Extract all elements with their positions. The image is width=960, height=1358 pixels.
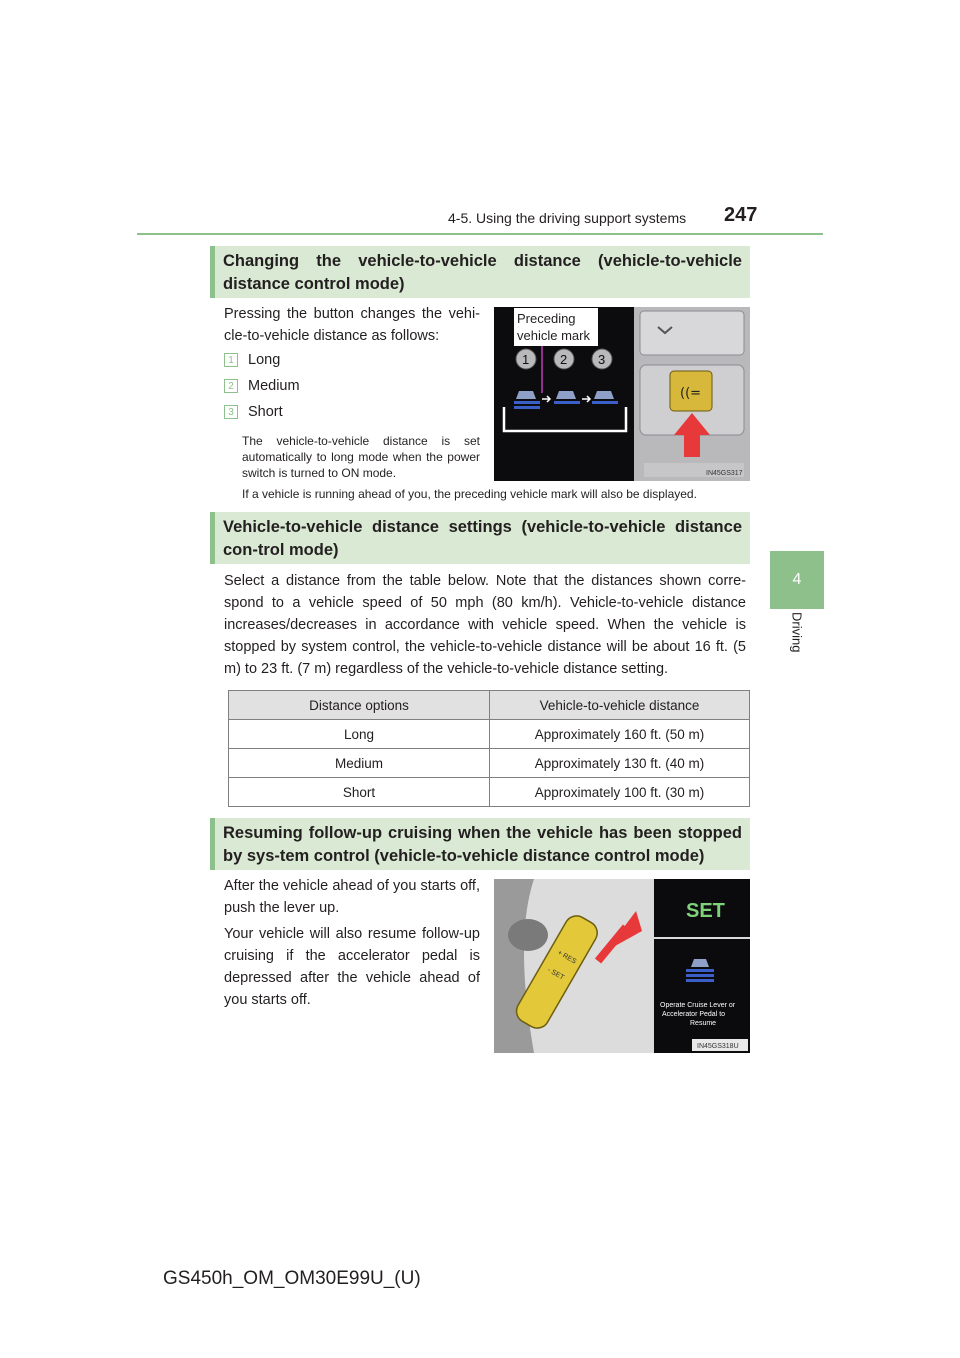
number-marker-1: 1 — [224, 353, 238, 367]
chapter-number: 4 — [792, 571, 802, 588]
numbered-markers — [516, 349, 612, 369]
svg-text:Operate Cruise Lever or: Operate Cruise Lever or — [660, 1002, 736, 1009]
svg-text:IN45GS317: IN45GS317 — [706, 470, 743, 477]
svg-text:+ RES: + RES — [556, 949, 578, 966]
section-heading-distance-change: Changing the vehicle-to-vehicle distance (vehicle-to-vehicle distance control mode) — [210, 246, 750, 298]
document-footer: GS450h_OM_OM30E99U_(U) — [163, 1268, 421, 1289]
table-row: Medium Approximately 130 ft. (40 m) — [229, 749, 750, 778]
number-marker-3: 3 — [224, 405, 238, 419]
svg-text:((=: ((= — [680, 386, 702, 401]
column-header-distance: Vehicle-to-vehicle distance — [490, 691, 750, 720]
section-heading-distance-settings: Vehicle-to-vehicle distance settings (vehicle-to-vehicle distance con-trol mode) — [210, 512, 750, 564]
note-preceding-vehicle: If a vehicle is running ahead of you, the preceding vehicle mark will also be displayed. — [242, 487, 697, 501]
svg-text:Preceding: Preceding — [517, 311, 576, 326]
section2-body: Select a distance from the table below. Note that the distances shown corre-spond to a vehicle speed of 50 mph (80 km/h). Vehicle-to-vehicle distance increases/decreases in accordance with vehicle speed. When the vehicle is stopped by system control, the vehicle-to-vehicle distance will be about 16 ft. (5 m) to 23 ft. (7 m) regardless of the vehicle-to-vehicle distance setting. — [224, 573, 746, 677]
running-header: 4-5. Using the driving support systems — [448, 210, 687, 226]
set-indicator: SET — [686, 900, 725, 922]
note-default-mode: The vehicle-to-vehicle distance is set automatically to long mode when the power switch is turned to ON mode. — [242, 434, 480, 480]
table-row: Short Approximately 100 ft. (30 m) — [229, 778, 750, 807]
header-rule — [137, 233, 823, 235]
chapter-label: Driving — [789, 612, 805, 653]
svg-text:- SET: - SET — [546, 966, 566, 982]
option-short: 3 Short — [224, 404, 283, 420]
table-row: Long Approximately 160 ft. (50 m) — [229, 720, 750, 749]
section1-intro: Pressing the button changes the vehi-cle-to-vehicle distance as follows: — [224, 306, 480, 344]
section-heading-resume-cruising: Resuming follow-up cruising when the vehicle has been stopped by sys-tem control (vehicle-to-vehicle distance control mode) — [210, 818, 750, 870]
cruise-lever-illustration — [494, 879, 750, 1053]
svg-text:vehicle mark: vehicle mark — [517, 328, 590, 343]
column-header-options: Distance options — [229, 691, 490, 720]
svg-text:Resume: Resume — [690, 1020, 717, 1027]
svg-text:2: 2 — [560, 352, 568, 367]
svg-text:Accelerator Pedal to: Accelerator Pedal to — [662, 1011, 726, 1018]
chapter-tab — [770, 551, 824, 609]
page-number: 247 — [724, 204, 758, 226]
option-long: 1 Long — [224, 352, 280, 368]
table-header-row — [229, 691, 750, 720]
svg-text:3: 3 — [598, 352, 606, 367]
distance-button-illustration — [494, 307, 750, 481]
cruise-lever-graphic — [494, 879, 750, 1053]
svg-text:1: 1 — [522, 352, 530, 367]
section3-paragraph-1: After the vehicle ahead of you starts off, push the lever up. — [224, 878, 480, 916]
number-marker-2: 2 — [224, 379, 238, 393]
svg-text:IN45GS318U: IN45GS318U — [697, 1043, 739, 1050]
callout-box — [514, 308, 598, 346]
option-medium: 2 Medium — [224, 378, 300, 394]
distance-table — [228, 690, 750, 807]
section3-paragraph-2: Your vehicle will also resume follow-up cruising if the accelerator pedal is depressed after the vehicle ahead of you starts off. — [224, 926, 480, 1008]
distance-display-graphic — [494, 307, 750, 481]
